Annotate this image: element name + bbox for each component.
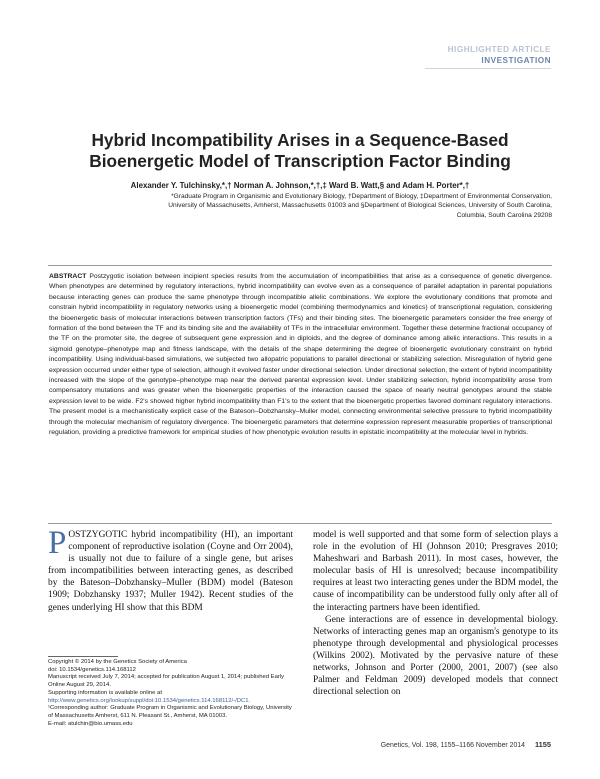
- investigation-label: INVESTIGATION: [481, 56, 551, 65]
- affiliation-line-3: Columbia, South Carolina 29208: [456, 211, 552, 219]
- abstract-text: Postzygotic isolation between incipient species results from the accumulation of incompatibilities that arise as a consequence of genetic divergence. When phenotypes are determined by regulatory interactions, hybrid incompatibility can evolve even as a consequence of parallel adaptation in parental populations because interacting genes can produce the same phenotype through incompatible allelic combinations. We explore the evolutionary conditions that promote and constrain hybrid incompatibility in regulatory networks using a bioenergetic model (combining thermodynamics and kinetics) of transcriptional regulation, considering the bioenergetic basis of molecular interactions between transcription factors (TFs) and their binding sites. The bioenergetic parameters consider the free energy of formation of the bond between the TF and its binding site and the availability of TFs in the intracellular environment. Together these determine fractional occupancy of the TF on the promoter site, the degree of subsequent gene expression and in diploids, and the degree of dominance among allelic interactions. This results in a sigmoid genotype–phenotype map and fitness landscape, with the details of the shape determining the degree of bioenergetic evolutionary constraint on hybrid incompatibility. Using individual-based simulations, we subjected two allopatric populations to parallel directional or stabilizing selection. Misregulation of hybrid gene expression occurred under either type of selection, although it evolved faster under directional selection. Under directional selection, the extent of hybrid incompatibility increased with the slope of the genotype–phenotype map near the derived parental expression level. Under stabilizing selection, hybrid incompatibility arose from compensatory mutations and was greater when the bioenergetic properties of the interaction caused the space of nearly neutral genotypes around the stable expression level to be wide. F2's showed higher hybrid incompatibility than F1's to the extent that the bioenergetic properties favored dominant regulatory interactions. The present model is a mechanistically explicit case of the Bateson–Dobzhansky–Muller model, connecting environmental selective pressure to hybrid incompatibility through the molecular mechanism of regulatory divergence. The bioenergetic parameters that determine expression represent measurable properties of transcriptional regulation, providing a predictive framework for empirical studies of how phenotypic evolution results in epistatic incompatibility at the molecular level in hybrids.: [49, 273, 553, 437]
- footnotes: [48, 659, 298, 728]
- article-title: [60, 130, 540, 172]
- paragraph-gene-interactions: Gene interactions are of essence in developmental biology. Networks of interacting genes map an organism's genotype to its phenotype through developmental and physiological processes (Wilkins 2002). Motivated by the pervasive nature of these networks, Johnson and Porter (2000, 2001, 2007) (see also Palmer and Feldman 2009) developed models that connect directional selection on: [313, 614, 558, 698]
- title-line-2: Bioenergetic Model of Transcription Factor Binding: [89, 151, 511, 171]
- supporting-info: [48, 690, 298, 705]
- journal-citation: Genetics, Vol. 198, 1155–1166 November 2014: [380, 742, 525, 749]
- abstract-label: ABSTRACT: [49, 273, 87, 280]
- abstract: [49, 272, 552, 439]
- author-email: E-mail: atulchin@bio.umass.edu: [48, 720, 133, 727]
- manuscript-dates: Manuscript received July 7, 2014; accepted for publication August 1, 2014; published Early Online August 29, 2014.: [48, 674, 285, 689]
- drop-cap: P: [48, 525, 67, 561]
- abstract-bottom-rule: [48, 523, 552, 524]
- affiliations: [110, 192, 552, 220]
- author-list: Alexander Y. Tulchinsky,*,† Norman A. Johnson,*,†,‡ Ward B. Watt,§ and Adam H. Porter*,†: [130, 181, 470, 190]
- intro-paragraph: [48, 525, 293, 614]
- intro-text: hybrid incompatibility (HI), an important component of reproductive isolation (Coyne and Orr 2004), is usually not due to failure of a single gene, but arises from incompatibilities between interacting genes, as described by the Bateson–Dobzhansky–Muller (BDM) model (Bateson 1909; Dobzhansky 1937; Muller 1942). Recent studies of the genes underlying HI show that this BDM: [48, 530, 293, 613]
- page-number: 1155: [534, 740, 551, 749]
- affiliation-line-1: *Graduate Program in Organismic and Evolutionary Biology, †Department of Biology, ‡Department of Environmental Conservation,: [171, 193, 552, 200]
- body-column-right: [313, 529, 558, 698]
- article-type-banner: [448, 44, 551, 66]
- title-line-1: Hybrid Incompatibility Arises in a Sequence-Based: [91, 130, 509, 150]
- doi: doi: 10.1534/genetics.114.168112: [48, 666, 136, 673]
- lead-smallcaps: OSTZYGOTIC: [68, 530, 128, 540]
- body-column-left: [48, 525, 293, 614]
- paragraph-continuation: model is well supported and that some form of selection plays a role in the evolution of HI (Johnson 2010; Presgraves 2010; Maheshwari and Barbash 2011). In most cases, however, the molecular basis of HI is unresolved; because incompatibility requires at least two interacting genes under the BDM model, the cause of incompatibility can be understood fully only after all of the interacting partners have been identified.: [313, 530, 558, 613]
- supporting-info-link[interactable]: http://www.genetics.org/lookup/suppl/doi:10.1534/genetics.114.168112/-/DC1.: [48, 697, 251, 704]
- banner-divider: [425, 68, 551, 69]
- supporting-info-prefix: Supporting information is available online at: [48, 689, 162, 696]
- footnote-rule: [48, 656, 118, 657]
- copyright: Copyright © 2014 by the Genetics Society of America: [48, 659, 187, 665]
- highlighted-article-label: HIGHLIGHTED ARTICLE: [447, 45, 551, 54]
- page-footer: [381, 740, 551, 749]
- abstract-top-rule: [48, 265, 552, 266]
- corresponding-author: ¹Corresponding author: Graduate Program in Organismic and Evolutionary Biology, University of Massachusetts Amherst, 611 N. Pleasant St., Amherst, MA 01003.: [48, 705, 292, 719]
- affiliation-line-2: University of Massachusetts, Amherst, Massachusetts 01003 and §Department of Biological Sciences, University of South Carolina,: [168, 202, 552, 210]
